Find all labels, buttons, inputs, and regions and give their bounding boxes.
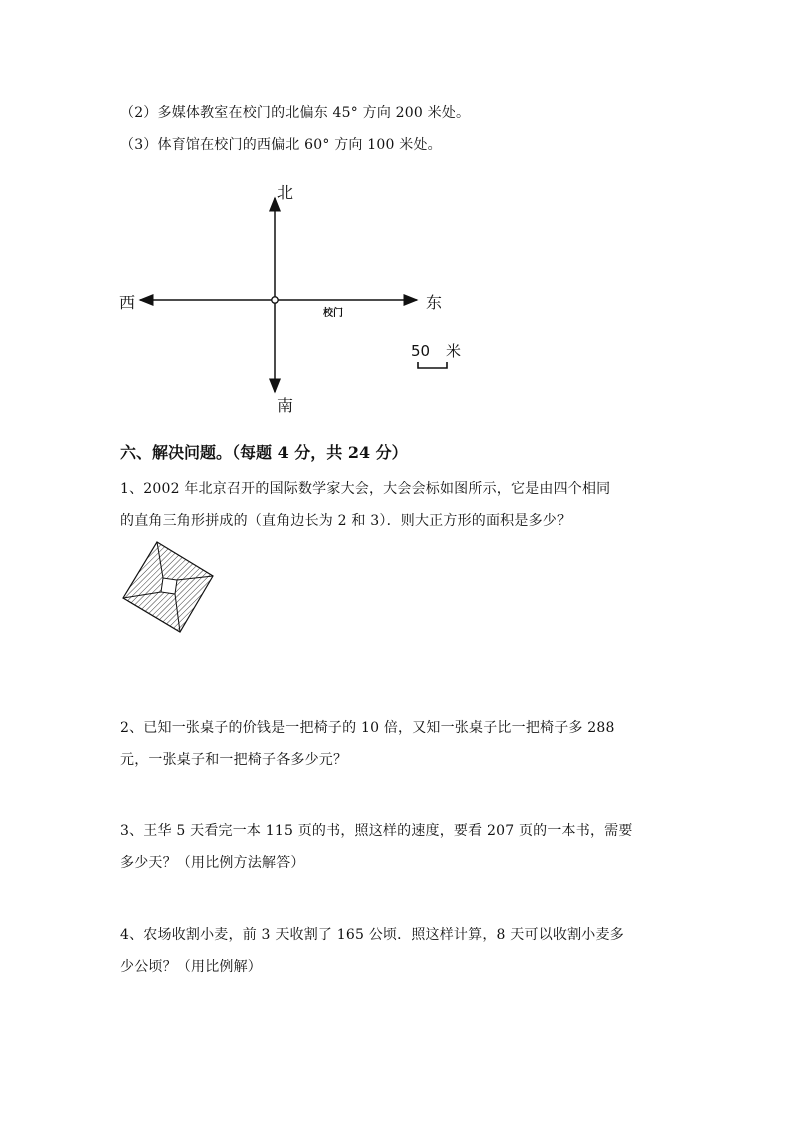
west-label: 西 — [119, 293, 136, 312]
south-label: 南 — [277, 396, 294, 415]
item-3-text: （3）体育馆在校门的西偏北 60° 方向 100 米处。 — [120, 137, 442, 153]
q4-line-1: 4、农场收割小麦，前 3 天收割了 165 公顷．照这样计算，8 天可以收割小麦多 — [120, 927, 624, 943]
origin-point — [272, 297, 278, 303]
q1-line-1: 1、2002 年北京召开的国际数学家大会，大会会标如图所示，它是由四个相同 — [120, 481, 611, 497]
congress-emblem-figure — [120, 540, 220, 640]
north-label: 北 — [277, 183, 294, 202]
section-6-title: 六、解决问题。（每题 4 分，共 24 分） — [120, 443, 408, 462]
q4-line-2: 少公顷？（用比例解） — [120, 959, 262, 975]
school-gate-label: 校门 — [323, 308, 343, 319]
scale-bar — [418, 362, 447, 368]
q1-line-2: 的直角三角形拼成的（直角边长为 2 和 3）．则大正方形的面积是多少？ — [120, 513, 572, 529]
item-2-text: （2）多媒体教室在校门的北偏东 45° 方向 200 米处。 — [120, 105, 471, 121]
q2-line-1: 2、已知一张桌子的价钱是一把椅子的 10 倍，又知一张桌子比一把椅子多 288 — [120, 720, 615, 736]
scale-unit: 米 — [446, 342, 462, 360]
compass-diagram — [135, 180, 475, 410]
q3-line-2: 多少天？（用比例方法解答） — [120, 855, 305, 871]
scale-value: 50 — [411, 342, 431, 360]
q2-line-2: 元，一张桌子和一把椅子各多少元？ — [120, 752, 348, 768]
q3-line-1: 3、王华 5 天看完一本 115 页的书，照这样的速度，要看 207 页的一本书，需要 — [120, 823, 633, 839]
east-label: 东 — [426, 293, 443, 312]
